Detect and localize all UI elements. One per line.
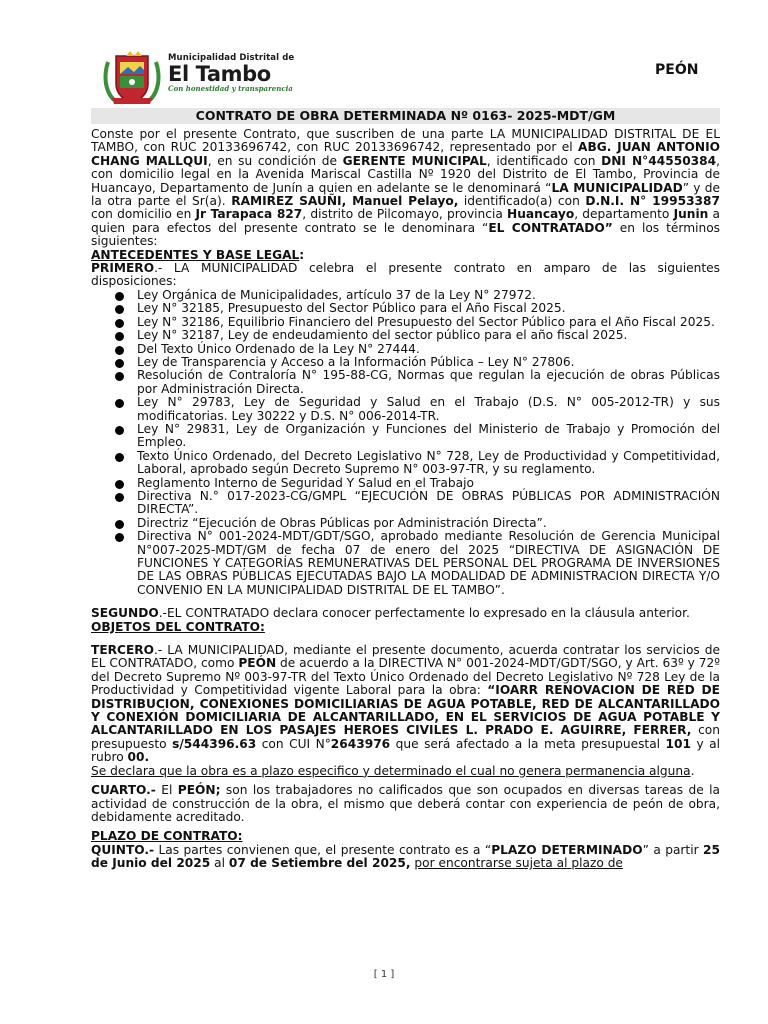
brand-tagline: Con honestidad y transparencia [168,84,293,93]
brand-name: El Tambo [168,62,271,86]
section-heading-plazo: PLAZO DE CONTRATO: [91,829,243,844]
clause-text: que será afectado a la meta presupuestal [390,736,666,751]
budget-goal: 101 [665,736,691,751]
page-number: [ 1 ] [373,969,395,980]
clause-text: El [155,783,178,798]
clause-text: son los trabajadores no calificados que son ocupados en diversas tareas de la actividad de construcción de la obra, el mismo que deberá contar con experiencia de peón de obra, debidamente acreditado. [91,783,720,824]
clause-label: PRIMERO [91,261,155,276]
legal-base-item: Directiva N.° 017-2023-CG/GMPL “EJECUCIÓN DE OBRAS PÚBLICAS POR ADMINISTRACIÓN DIRECTA”. [113,490,720,517]
clause-primero [91,262,720,289]
brand-small-text: Municipalidad Distrital de [168,53,295,63]
legal-base-item: Texto Único Ordenado, del Decreto Legislativo N° 728, Ley de Productividad y Competitividad, Laboral, aprobado según Decreto Supremo N° 003-97-TR, y su reglamento. [113,450,720,477]
section-heading-objetos: OBJETOS DEL CONTRATO: [91,619,265,634]
clause-text: .- LA MUNICIPALIDAD celebra el presente contrato en amparo de las siguientes disposiciones: [91,261,720,289]
role-label: PEÓN [655,62,699,78]
legal-base-item: Ley Orgánica de Municipalidades, artículo 37 de la Ley N° 27972. [113,289,720,302]
contractor-province: Huancayo [507,207,575,222]
term-type: PLAZO DETERMINADO [491,842,643,857]
fixed-term-notice: Se declara que la obra es a plazo especifico y determinado el cual no genera permanencia alguna [91,763,691,778]
clause-segundo [91,607,720,620]
legal-base-item: Ley N° 32185, Presupuesto del Sector Público para el Año Fiscal 2025. [113,302,720,315]
clause-text: con presupuesto [91,723,720,751]
legal-bases-list [91,289,720,597]
clause-label: TERCERO [91,643,155,658]
clause-text: y al rubro [91,736,721,765]
representative-role: GERENTE MUNICIPAL [342,153,487,168]
clause-text: al [210,856,229,871]
job-role: PEÓN [238,656,277,671]
clause-text: de acuerdo a la DIRECTIVA N° 001-2024-MDT/GDT/SGO, y Art. 63º y 72º del Decreto Supremo Nº 003-97-TR del Texto Único Ordenado del Decreto Legislativo Nº 728 Ley de la Productividad y Competitividad vigente Laboral para la obra: [91,656,720,698]
project-name: “IOARR RENOVACION DE RED DE DISTRIBUCION, CONEXIONES DOMICILIARIAS DE AGUA POTABLE, RED DE ALCANTARILLADO Y CONEXIÓN DOMICILIARIA DE ALCANTARILLADO, EN EL SERVICIOS DE AGUA POTABLE Y ALCANTARILLADO EN LOS PASAJES HEROES CIVILES L. PRADO E. AGUIRRE, FERRER, [91,683,720,738]
clause-text: . [690,763,695,778]
clause-text: .- LA MUNICIPALIDAD, mediante el presente documento, acuerda contratar los servicios de EL CONTRATADO, como [91,643,720,671]
intro-text: Conste por el presente Contrato, que suscriben de una parte LA MUNICIPALIDAD DISTRITAL DE EL TAMBO, con RUC 20133696742, con RUC 20133696742, representado por el [91,127,720,155]
budget-item: 00. [127,750,150,765]
clause-tercero [91,644,720,778]
legal-base-item: Ley N° 32186, Equilibrio Financiero del Presupuesto del Sector Público para el Año Fiscal 2025. [113,316,720,329]
clause-cuarto [91,784,720,824]
legal-base-item: Ley N° 29831, Ley de Organización y Funciones del Ministerio de Trabajo y Promoción del Empleo. [113,423,720,450]
intro-text: , distrito de Pilcomayo, provincia [302,207,508,222]
legal-base-item: Directriz “Ejecución de Obras Públicas por Administración Directa”. [113,517,720,530]
heading-colon: : [299,247,305,262]
clause-label: QUINTO.- [91,842,155,857]
legal-base-item: Del Texto Único Ordenado de la Ley N° 27444. [113,343,720,356]
clause-label: SEGUNDO [91,606,159,621]
contractor-address: Jr Tarapaca 827 [195,207,303,222]
job-role: PEÓN; [177,783,221,798]
municipality-brand [168,53,294,93]
section-heading-antecedentes [91,249,720,262]
intro-text: a quien para efectos del presente contrato se le denominara “ [91,207,720,235]
clause-label: CUARTO.- [91,783,156,798]
start-date: 25 de Junio del 2025 [91,842,720,871]
clause-text: .-EL CONTRATADO declara conocer perfectamente lo expresado en la cláusula anterior. [158,606,690,621]
intro-text: , con domicilio legal en la Avenida Mariscal Castilla Nº 1920 del Distrito de El Tambo, Provincia de Huancayo, Departamento de Junín a quien en adelante se le denominará “ [91,153,720,195]
legal-base-item: Reglamento Interno de Seguridad Y Salud en el Trabajo [113,477,720,490]
legal-base-item: Ley N° 29783, Ley de Seguridad y Salud en el Trabajo (D.S. N° 005-2012-TR) y sus modificatorias. Ley 30222 y D.S. N° 006-2014-TR. [113,396,720,423]
legal-base-item: Ley de Transparencia y Acceso a la Información Pública – Ley N° 27806. [113,356,720,369]
contract-body [91,128,720,871]
intro-text: , identificado con [486,153,602,168]
clause-text: Las partes convienen que, el presente contrato es a “ [154,842,492,857]
representative-name: ABG. JUAN ANTONIO CHANG MALLQUI [91,140,721,168]
intro-text: , en su condición de [207,153,343,168]
project-cui: 2643976 [330,736,391,751]
intro-text: en los términos siguientes: [91,220,720,249]
end-date: 07 de Setiembre del 2025, [228,856,411,871]
intro-text: ” y de la otra parte el Sr(a). [91,180,721,209]
municipal-crest-logo [100,48,164,106]
intro-text: , departamento [574,207,674,222]
legal-base-item: Ley N° 32187, Ley de endeudamiento del sector público para el año fiscal 2025. [113,329,720,342]
term-condition: por encontrarse sujeta al plazo de [414,856,623,871]
representative-dni: DNI N°44550384 [601,153,717,168]
clause-quinto [91,844,720,871]
contract-title: CONTRATO DE OBRA DETERMINADA Nº 0163- 2025-MDT/GM [91,108,720,124]
clause-text: ” a partir [642,842,704,857]
intro-text: identificado(a) con [458,194,586,209]
contractor-department: Junin [673,207,709,222]
project-budget: s/544396.63 [172,736,257,751]
intro-paragraph [91,128,720,249]
intro-text: con domicilio en [91,207,196,222]
party-contractor: EL CONTRATADO” [488,220,613,235]
section-heading-text: ANTECEDENTES Y BASE LEGAL [91,247,300,262]
legal-base-item: Directiva N° 001-2024-MDT/GDT/SGO, aprobado mediante Resolución de Gerencia Municipal N°007-2025-MDT/GM de fecha 07 de enero del 2025 “DIRECTIVA DE ASIGNACIÓN DE FUNCIONES Y CATEGORÍAS REMUNERATIVAS DEL PERSONAL DEL PROGRAMA DE INVERSIONES DE LAS OBRAS PÚBLICAS EJECUTADAS BAJO LA MODALIDAD DE ADMINISTRACION DIRECTA Y/O CONVENIO EN LA MUNICIPALIDAD DISTRITAL DE EL TAMBO”. [113,530,720,597]
party-municipality: LA MUNICIPALIDAD [551,180,683,195]
contractor-dni: D.N.I. N° 19953387 [585,194,720,209]
legal-base-item: Resolución de Contraloría N° 195-88-CG, Normas que regulan la ejecución de obras Públicas por Administración Directa. [113,369,720,396]
clause-text: con CUI N° [256,736,331,751]
contractor-name: RAMIREZ SAUÑI, Manuel Pelayo, [231,194,459,209]
